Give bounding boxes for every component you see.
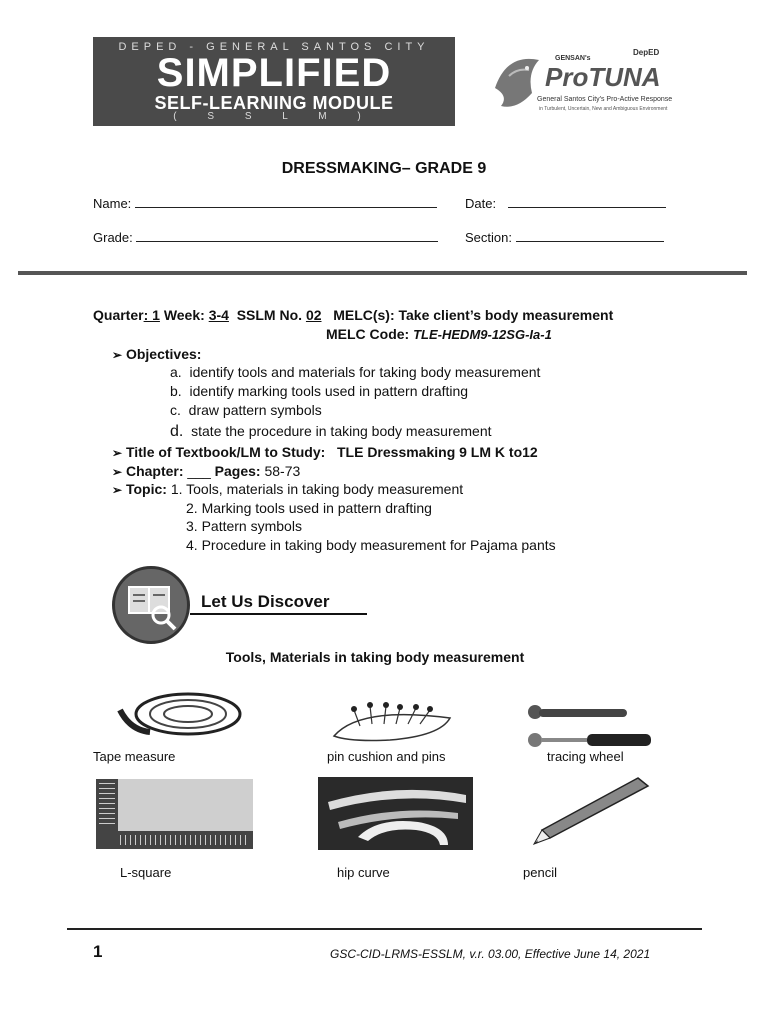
objective-letter: d.: [170, 423, 184, 440]
week-value: 3-4: [208, 307, 229, 323]
arrow-bullet-icon: ➢: [112, 348, 123, 362]
banner-title: SIMPLIFIED: [156, 51, 392, 95]
name-label: Name:: [93, 196, 132, 211]
topic-line: [112, 480, 463, 499]
footer-divider: [67, 928, 702, 930]
objective-item: [170, 363, 540, 381]
header-divider: [18, 271, 747, 275]
logo-deped-text: DepED: [633, 48, 660, 57]
pin-cushion-caption: pin cushion and pins: [327, 749, 446, 764]
logo-tagline: General Santos City's Pro-Active Response: [537, 96, 673, 103]
arrow-bullet-icon: ➢: [112, 483, 123, 497]
section-label: Section:: [465, 230, 512, 245]
arrow-bullet-icon: ➢: [112, 465, 123, 479]
tracing-wheel-icon: [525, 700, 655, 755]
discover-title: Let Us Discover: [201, 592, 330, 611]
grade-label: Grade:: [93, 230, 133, 245]
objectives-label: Objectives:: [125, 346, 202, 362]
discover-icon: [112, 566, 190, 644]
pages-label: Pages:: [214, 463, 261, 479]
l-square-image: [96, 779, 253, 849]
sslm-value: 02: [305, 307, 322, 323]
grade-line[interactable]: [136, 241, 438, 242]
objective-text: identify marking tools used in pattern drafting: [189, 383, 469, 399]
logo-tagline-2: in Turbulent, Uncertain, New and Ambiguous Environment: [539, 106, 668, 112]
section-field[interactable]: [465, 230, 664, 245]
date-label: Date:: [465, 196, 497, 211]
textbook-line: [112, 443, 538, 462]
arrow-bullet-icon: ➢: [112, 446, 123, 460]
pencil-icon: [528, 774, 653, 846]
l-square-caption: L-square: [120, 865, 172, 880]
date-line[interactable]: [508, 207, 666, 208]
quarter-label: Quarter: [93, 307, 144, 323]
pages-value: 58-73: [264, 463, 301, 479]
page-number: 1: [93, 942, 103, 961]
tape-measure-icon: [110, 690, 245, 740]
objective-text: draw pattern symbols: [188, 402, 322, 418]
name-line[interactable]: [135, 207, 437, 208]
topic-item: 1. Tools, materials in taking body measurement: [170, 481, 464, 497]
section-line[interactable]: [516, 241, 664, 242]
objective-text: state the procedure in taking body measurement: [191, 423, 492, 439]
quarter-line: [93, 306, 613, 324]
logo-brand-text: ProTUNA: [545, 62, 661, 92]
tracing-wheel-caption: tracing wheel: [547, 749, 624, 764]
objective-letter: a.: [170, 364, 182, 380]
objective-item: [170, 401, 322, 419]
topic-item: 4. Procedure in taking body measurement for Pajama pants: [186, 537, 556, 553]
chapter-blank: ___: [187, 463, 211, 479]
objective-item: [170, 422, 492, 441]
discover-subtitle: Tools, Materials in taking body measurement: [225, 649, 525, 665]
discover-underline: [190, 613, 367, 615]
sslm-banner: [93, 37, 455, 126]
topic-item: 3. Pattern symbols: [186, 518, 302, 534]
sslm-label: SSLM No.: [236, 307, 303, 323]
week-label: Week:: [163, 307, 205, 323]
footer-code: GSC-CID-LRMS-ESSLM, v.r. 03.00, Effective June 14, 2021: [330, 947, 651, 961]
chapter-line: [112, 462, 300, 481]
melc-label: MELC(s): Take client’s body measurement: [333, 307, 614, 323]
tape-measure-caption: Tape measure: [93, 749, 176, 764]
logo-gensan-text: GENSAN's: [555, 55, 591, 62]
topic-item: 2. Marking tools used in pattern drafting: [186, 500, 432, 516]
protuna-logo: [487, 40, 677, 124]
textbook-value: TLE Dressmaking 9 LM K to12: [336, 444, 538, 460]
objective-item: [170, 382, 468, 400]
banner-subtitle: SELF-LEARNING MODULE: [154, 93, 394, 113]
name-field[interactable]: [93, 196, 437, 211]
tuna-fish-icon: [487, 48, 547, 118]
pencil-caption: pencil: [523, 865, 557, 880]
quarter-value: : 1: [143, 307, 160, 323]
melc-code-value: TLE-HEDM9-12SG-Ia-1: [413, 327, 552, 342]
chapter-label: Chapter:: [125, 463, 184, 479]
objective-letter: c.: [170, 402, 181, 418]
textbook-label: Title of Textbook/LM to Study:: [125, 444, 326, 460]
objective-letter: b.: [170, 383, 182, 399]
banner-top-text: DEPED - GENERAL SANTOS CITY: [118, 41, 430, 53]
topic-label: Topic:: [125, 481, 167, 497]
page-title: DRESSMAKING– GRADE 9: [281, 160, 487, 177]
hip-curve-image: [318, 777, 473, 850]
banner-abbrev: ( S S L M ): [173, 111, 375, 122]
hip-curve-caption: hip curve: [337, 865, 390, 880]
objective-text: identify tools and materials for taking body measurement: [189, 364, 541, 380]
grade-field[interactable]: [93, 230, 438, 245]
melc-code-line: [326, 325, 552, 344]
date-field[interactable]: [465, 196, 666, 211]
pin-cushion-icon: [330, 696, 460, 746]
melc-code-label: MELC Code:: [326, 326, 410, 342]
objectives-heading: [112, 345, 201, 364]
